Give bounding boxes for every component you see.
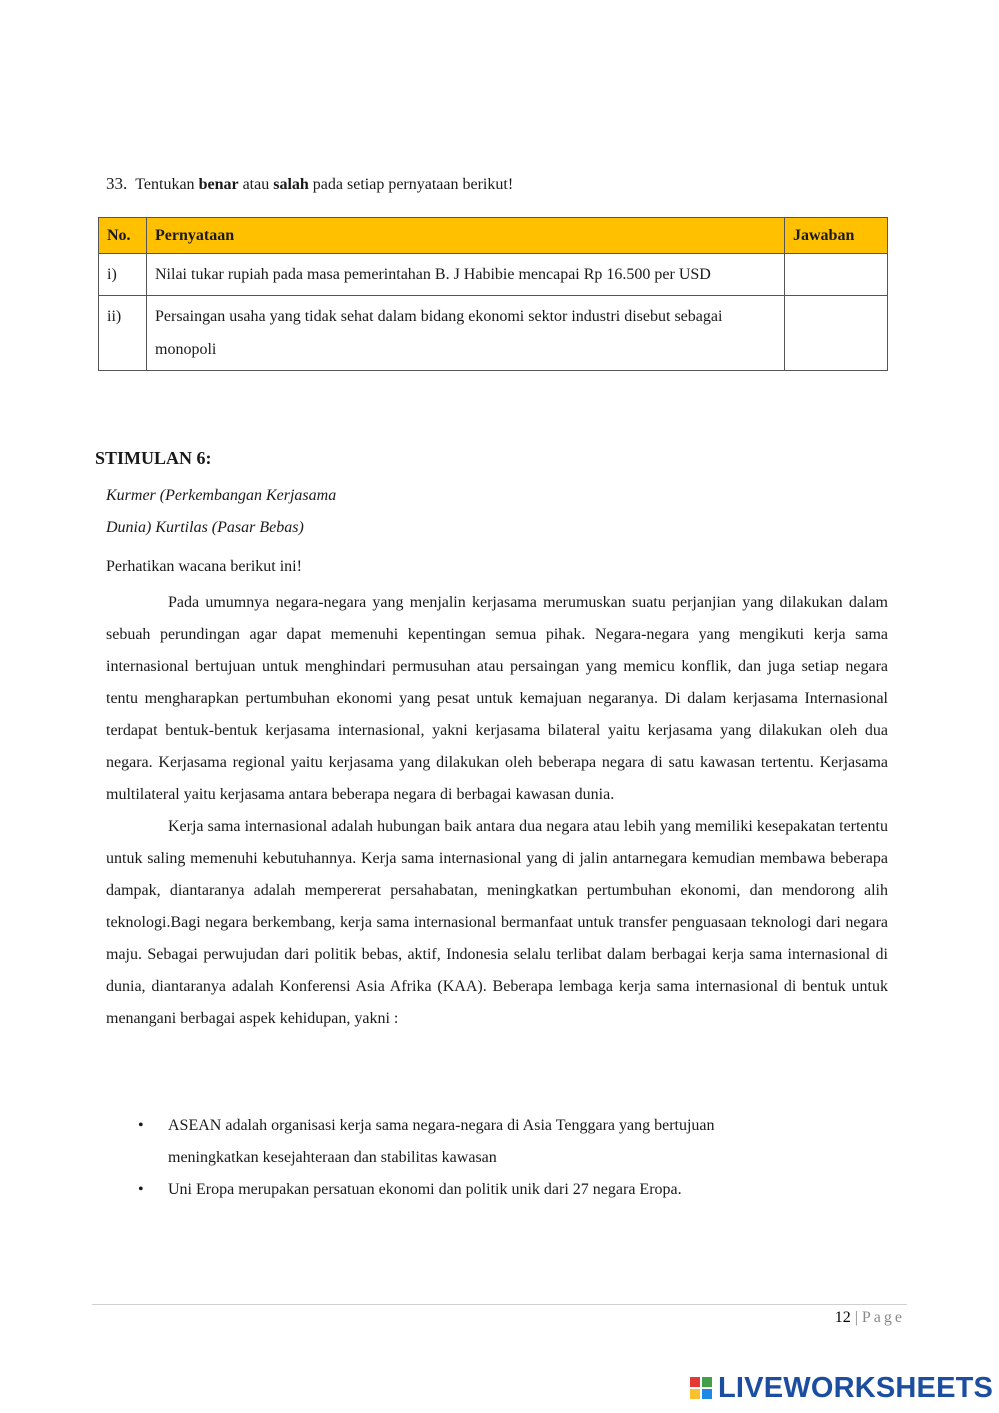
table-row — [99, 254, 888, 296]
stimulus-subtitle — [106, 480, 406, 544]
subtitle-line: Dunia) Kurtilas (Pasar Bebas) — [106, 519, 304, 536]
question-number: 33. — [106, 174, 128, 193]
row-number: i) — [99, 254, 147, 296]
question-text-benar: benar — [198, 176, 239, 193]
question-text-2: atau — [238, 176, 274, 193]
list-item — [106, 1174, 806, 1206]
page-number: 12 — [834, 1309, 851, 1326]
logo-squares-icon — [690, 1377, 712, 1399]
organization-list — [106, 1110, 806, 1206]
passage-paragraph: Kerja sama internasional adalah hubungan baik antara dua negara atau lebih yang memiliki kesepakatan tertentu untuk saling memenuhi kebutuhannya. Kerja sama internasional yang di jalin antarnegara kemudian membawa beberapa dampak, diantaranya adalah mempererat persahabatan, meningkatkan pertumbuhan ekonomi, dan mendorong alih teknologi.Bagi negara berkembang, kerja sama internasional bermanfaat untuk transfer penguasaan teknologi dari negara maju. Sebagai perwujudan dari politik bebas, aktif, Indonesia selalu terlibat dalam berbagai kerja sama internasional di dunia, diantaranya adalah Konferensi Asia Afrika (KAA). Beberapa lembaga kerja sama internasional di bentuk untuk menangani berbagai aspek kehidupan, yakni : — [106, 818, 888, 1027]
header-no: No. — [99, 218, 147, 254]
passage-paragraph: Pada umumnya negara-negara yang menjalin kerjasama merumuskan suatu perjanjian yang dilakukan dalam sebuah perundingan agar dapat memenuhi kepentingan semua pihak. Negara-negara yang mengikuti kerja sama internasional bertujuan untuk menghindari permusuhan atau persaingan yang memicu konflik, dan juga setiap negara tentu mengharapkan pertumbuhan ekonomi yang pesat untuk kemajuan negaranya. Di dalam kerjasama Internasional terdapat bentuk-bentuk kerjasama internasional, yakni kerjasama bilateral yaitu kerjasama yang dilakukan oleh dua negara. Kerjasama regional yaitu kerjasama yang dilakukan oleh beberapa negara di satu kawasan tertentu. Kerjasama multilateral yaitu kerjasama antara beberapa negara di berbagai kawasan dunia. — [106, 594, 888, 803]
question-text-salah: salah — [273, 176, 309, 193]
answer-cell[interactable] — [785, 254, 888, 296]
question-33 — [106, 174, 513, 194]
reading-passage — [106, 587, 888, 1035]
page-footer — [835, 1309, 905, 1327]
question-text-1: Tentukan — [135, 176, 199, 193]
table-header-row — [99, 218, 888, 254]
list-item — [106, 1110, 806, 1174]
row-number: ii) — [99, 296, 147, 371]
list-item-text: ASEAN adalah organisasi kerja sama negara-negara di Asia Tenggara yang bertujuan meningkatkan kesejahteraan dan stabilitas kawasan — [168, 1117, 715, 1166]
statement-table — [98, 217, 888, 371]
page-label: Page — [861, 1309, 905, 1326]
stimulus-intro: Perhatikan wacana berikut ini! — [106, 558, 302, 575]
page-separator: | — [854, 1309, 858, 1326]
stimulus-title: STIMULAN 6: — [95, 448, 212, 468]
question-text-3: pada setiap pernyataan berikut! — [308, 176, 514, 193]
bullet-icon: • — [138, 1117, 144, 1134]
logo-text: LIVEWORKSHEETS — [718, 1371, 994, 1404]
header-statement: Pernyataan — [147, 218, 785, 254]
bullet-icon: • — [138, 1181, 144, 1198]
liveworksheets-logo — [690, 1372, 993, 1404]
subtitle-line: Kurmer (Perkembangan Kerjasama — [106, 487, 337, 504]
list-item-text: Uni Eropa merupakan persatuan ekonomi dan politik unik dari 27 negara Eropa. — [168, 1181, 682, 1198]
table-row — [99, 296, 888, 371]
row-statement: Persaingan usaha yang tidak sehat dalam bidang ekonomi sektor industri disebut sebagai monopoli — [147, 296, 785, 371]
row-statement: Nilai tukar rupiah pada masa pemerintahan B. J Habibie mencapai Rp 16.500 per USD — [147, 254, 785, 296]
answer-cell[interactable] — [785, 296, 888, 371]
header-answer: Jawaban — [785, 218, 888, 254]
footer-divider — [92, 1304, 907, 1305]
